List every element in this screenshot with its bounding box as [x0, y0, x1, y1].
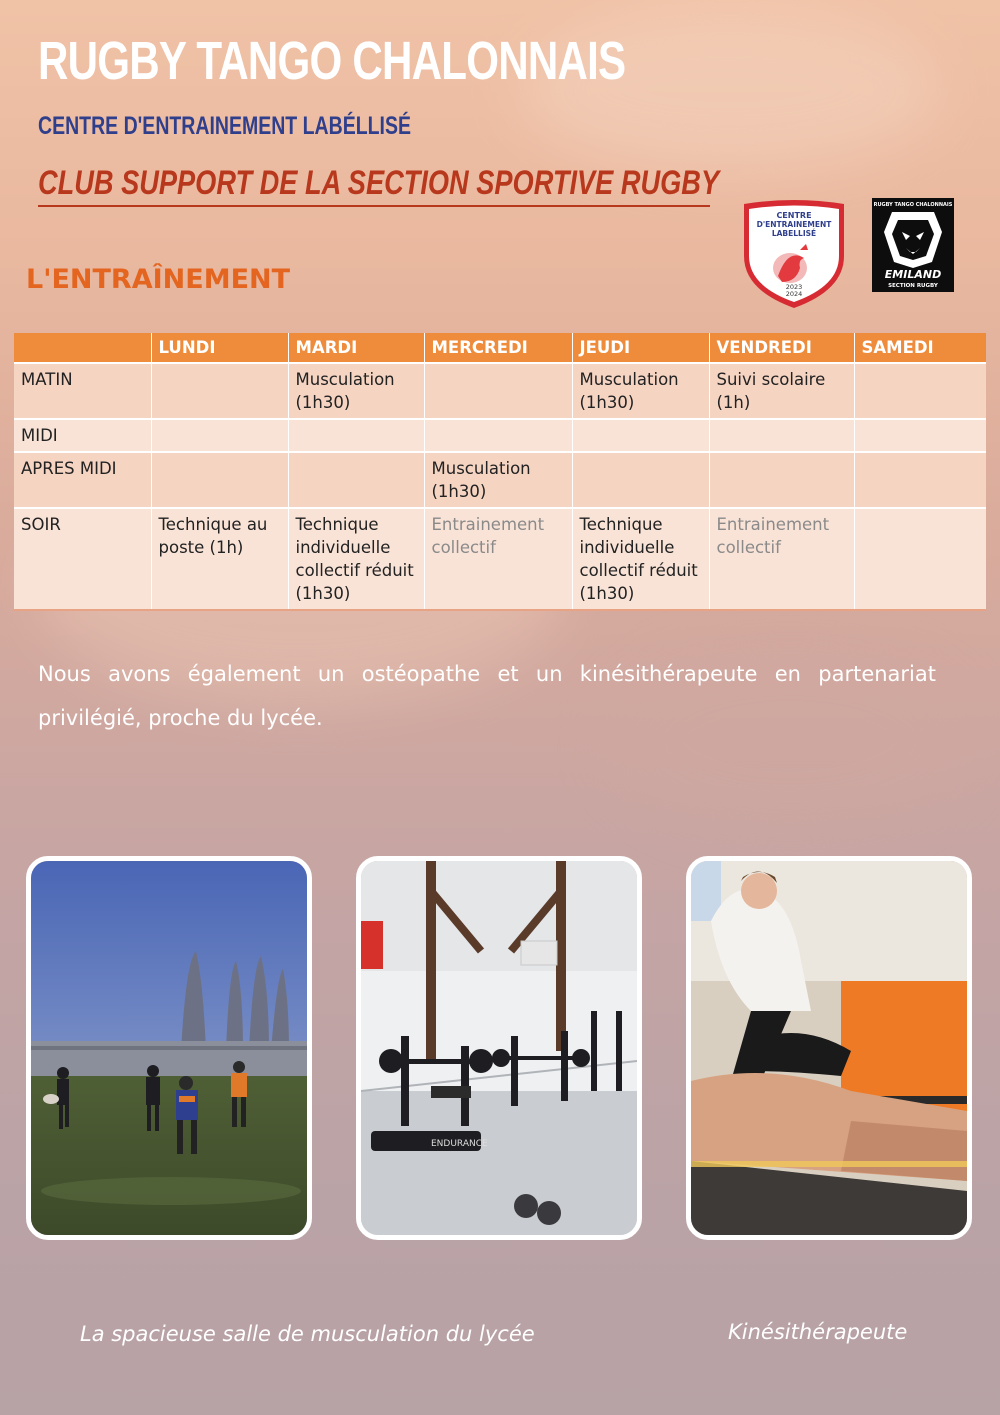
table-cell: Entrainement collectif	[424, 508, 572, 610]
support-line: CLUB SUPPORT DE LA SECTION SPORTIVE RUGBY	[38, 164, 720, 202]
gym-caption: La spacieuse salle de musculation du lycée	[80, 1322, 535, 1346]
badge-text: CENTRE	[776, 211, 812, 220]
partners-paragraph: Nous avons également un ostéopathe et un kinésithérapeute en partenariat privilégié, proche du lycée.	[38, 662, 936, 730]
page-title: RUGBY TANGO CHALONNAIS	[38, 31, 626, 91]
table-cell: Musculation (1h30)	[572, 363, 709, 419]
row-label: SOIR	[14, 508, 151, 610]
rugby-field-photo	[26, 856, 312, 1240]
table-cell: Technique au poste (1h)	[151, 508, 288, 610]
table-cell	[151, 452, 288, 508]
centre-label-logo	[738, 198, 850, 310]
table-row	[14, 419, 986, 452]
table-header-cell: MERCREDI	[424, 333, 572, 363]
badge-text: EMILAND	[884, 268, 942, 281]
table-header-cell	[14, 333, 151, 363]
table-cell	[854, 363, 986, 419]
row-label: APRES MIDI	[14, 452, 151, 508]
badge-text: D'ENTRAINEMENT	[756, 220, 832, 229]
table-row	[14, 452, 986, 508]
table-cell	[709, 419, 854, 452]
table-header-cell: JEUDI	[572, 333, 709, 363]
badge-text: LABELLISÉ	[771, 229, 817, 238]
page-subtitle: CENTRE D'ENTRAINEMENT LABÉLLISÉ	[38, 112, 411, 140]
badge-text: SECTION RUGBY	[888, 283, 938, 289]
table-cell	[288, 419, 424, 452]
physiotherapy-photo	[686, 856, 972, 1240]
table-cell	[854, 508, 986, 610]
table-row	[14, 508, 986, 610]
table-header-cell: MARDI	[288, 333, 424, 363]
table-cell: Technique individuelle collectif réduit (1h30)	[572, 508, 709, 610]
table-cell	[572, 452, 709, 508]
table-cell: Musculation (1h30)	[288, 363, 424, 419]
row-label: MATIN	[14, 363, 151, 419]
table-header-row	[14, 333, 986, 363]
table-row	[14, 363, 986, 419]
table-header-cell: SAMEDI	[854, 333, 986, 363]
table-cell	[854, 452, 986, 508]
table-cell	[709, 452, 854, 508]
support-underline	[38, 205, 710, 207]
gym-sign-text: ENDURANCE	[431, 1139, 488, 1149]
row-label: MIDI	[14, 419, 151, 452]
table-cell: Suivi scolaire (1h)	[709, 363, 854, 419]
table-header-cell: VENDREDI	[709, 333, 854, 363]
table-cell	[424, 419, 572, 452]
table-cell	[572, 419, 709, 452]
section-heading: L'ENTRAÎNEMENT	[26, 264, 291, 295]
physio-caption: Kinésithérapeute	[728, 1320, 908, 1344]
table-cell: Musculation (1h30)	[424, 452, 572, 508]
badge-year: 2024	[785, 290, 803, 298]
table-cell	[854, 419, 986, 452]
weight-room-photo	[356, 856, 642, 1240]
badge-text: RUGBY TANGO CHALONNAIS	[873, 202, 953, 208]
table-cell: Entrainement collectif	[709, 508, 854, 610]
emiland-logo	[872, 198, 954, 292]
badge-year: 2023	[785, 283, 803, 291]
training-schedule-table	[14, 333, 986, 611]
table-header-cell: LUNDI	[151, 333, 288, 363]
table-cell: Technique individuelle collectif réduit (1h30)	[288, 508, 424, 610]
table-cell	[151, 419, 288, 452]
table-cell	[288, 452, 424, 508]
table-cell	[424, 363, 572, 419]
table-cell	[151, 363, 288, 419]
